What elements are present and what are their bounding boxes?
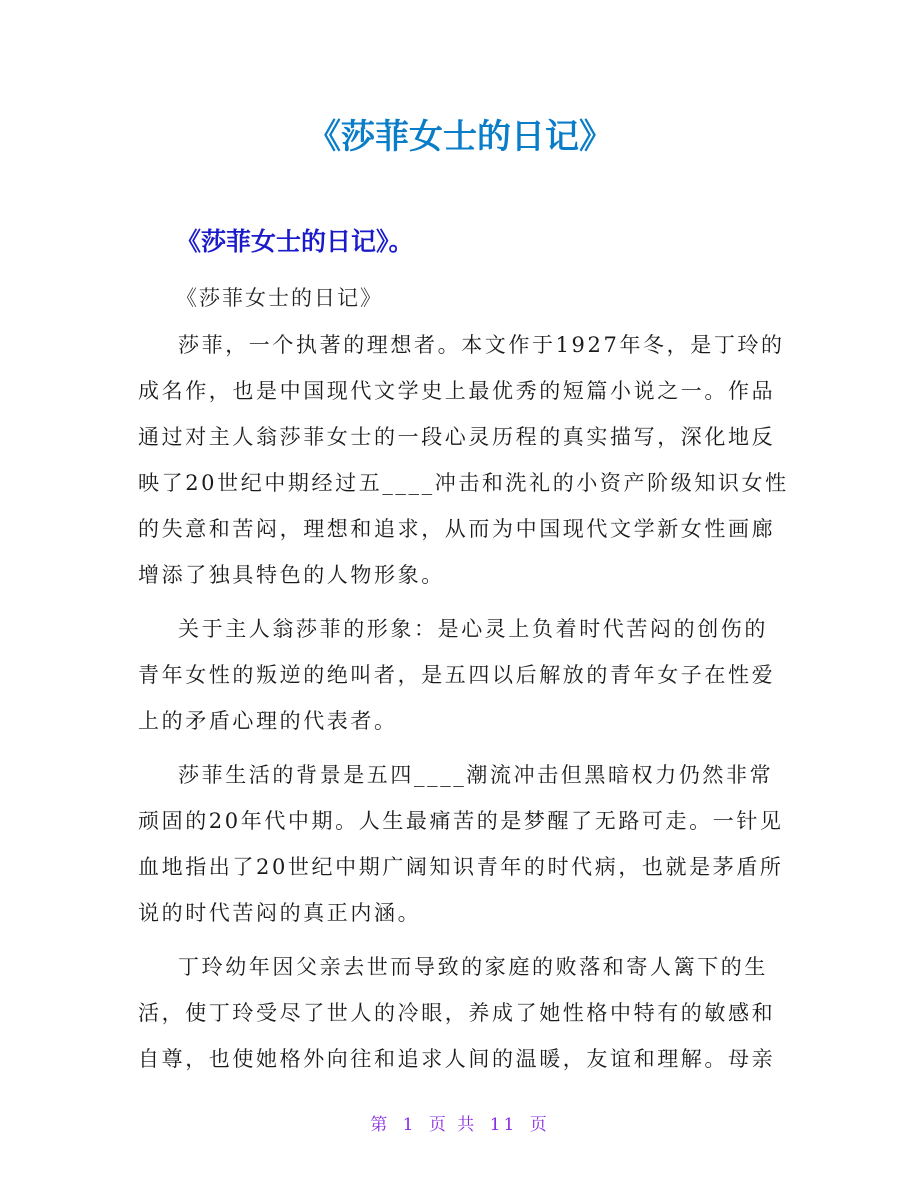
- paragraph-2: [138, 606, 788, 744]
- text-line: 关于主人翁莎菲的形象：是心灵上负着时代苦闷的创伤的: [178, 617, 768, 641]
- paragraph-3: [138, 752, 788, 936]
- text-line: 莎菲，一个执著的理想者。本文作于1927年冬，是丁玲的: [178, 333, 785, 357]
- text-line: 丁玲幼年因父亲去世而导致的家庭的败落和寄人篱下的生: [178, 955, 768, 979]
- text-line: 增添了独具特色的人物形象。: [138, 563, 445, 587]
- text-line: 青年女性的叛逆的绝叫者，是五四以后解放的青年女子在性爱: [138, 663, 776, 687]
- text-line: 活，使丁玲受尽了世人的冷眼，养成了她性格中特有的敏感和: [138, 1001, 776, 1025]
- title-line: 《莎菲女士的日记》: [176, 286, 383, 310]
- paragraph-4: [138, 944, 788, 1082]
- page-mid: 页 共: [428, 1115, 478, 1135]
- text-line: 血地指出了20世纪中期广阔知识青年的时代病，也就是茅盾所: [138, 855, 784, 879]
- page-prefix: 第: [370, 1115, 391, 1135]
- text-line: 通过对主人翁莎菲女士的一段心灵历程的真实描写，深化地反: [138, 425, 776, 449]
- text-line: 顽固的20年代中期。人生最痛苦的是梦醒了无路可走。一针见: [138, 809, 784, 833]
- text-line: 莎菲生活的背景是五四____潮流冲击但黑暗权力仍然非常: [178, 763, 774, 787]
- total-pages: 11: [489, 1115, 518, 1135]
- text-line: 上的矛盾心理的代表者。: [138, 709, 398, 733]
- document-title: 《莎菲女士的日记》: [307, 117, 613, 157]
- text-line: 说的时代苦闷的真正内涵。: [138, 901, 422, 925]
- text-line: 成名作，也是中国现代文学史上最优秀的短篇小说之一。作品: [138, 379, 776, 403]
- body-text: [138, 322, 788, 1082]
- section-heading: 《莎菲女士的日记》。: [176, 227, 414, 256]
- page-suffix: 页: [529, 1115, 550, 1135]
- page-footer: [0, 1110, 920, 1135]
- text-line: 的失意和苦闷，理想和追求，从而为中国现代文学新女性画廊: [138, 517, 776, 541]
- text-line: 自尊，也使她格外向往和追求人间的温暖，友谊和理解。母亲: [138, 1047, 776, 1071]
- text-line: 映了20世纪中期经过五____冲击和洗礼的小资产阶级知识女性: [138, 471, 789, 495]
- current-page-number: 1: [402, 1115, 417, 1135]
- paragraph-1: [138, 322, 788, 598]
